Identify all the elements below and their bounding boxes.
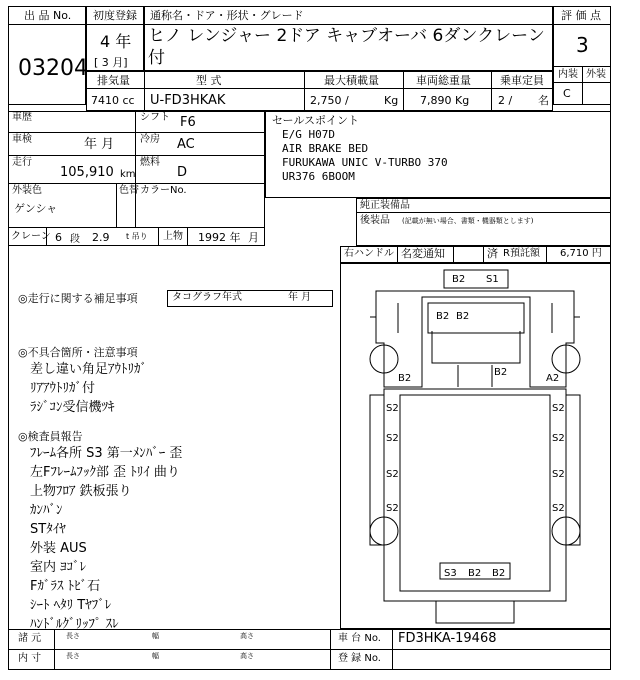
genuine-equipment-label: 純正装備品	[360, 200, 410, 211]
displacement-value: 7410 cc	[91, 94, 135, 107]
mileage-label: 走行	[12, 157, 32, 168]
recycle-deposit-label: R預託額	[503, 248, 540, 259]
color-change-label: 色替	[119, 185, 139, 196]
driving-notes-label: ◎走行に関する補足事項	[18, 292, 138, 305]
damage-mark: S2	[386, 433, 399, 444]
max-load-unit: Kg	[384, 94, 399, 107]
dimensions-label: 諸 元	[18, 633, 42, 644]
sales-point-line: UR376 6BOOM	[282, 170, 355, 183]
crane-tons: 2.9	[92, 231, 110, 244]
first-reg-month: [ 3 月]	[94, 56, 128, 69]
damage-mark: S1	[486, 274, 499, 285]
grade-label: 評 価 点	[561, 9, 601, 22]
damage-mark: S2	[552, 433, 565, 444]
model-label: 型 式	[196, 74, 222, 87]
width-label: 幅	[152, 652, 159, 660]
defect-line: 差し違い角足ｱｳﾄﾘｶﾞ	[30, 362, 148, 377]
damage-mark: B2	[494, 367, 508, 378]
damage-mark: S2	[386, 503, 399, 514]
truck-diagram	[340, 263, 611, 629]
defect-line: ﾘｱｱｳﾄﾘｶﾞ付	[30, 381, 96, 396]
color-label: 外装色	[12, 185, 42, 196]
inspector-report-label: ◎検査員報告	[18, 430, 83, 443]
inspector-line: Fｶﾞﾗｽ ﾄﾋﾞ石	[30, 579, 101, 594]
damage-mark: B2	[468, 568, 482, 579]
sales-point-line: FURUKAWA UNIC V-TURBO 370	[282, 156, 448, 169]
vehicle-name-label: 通称名・ドア・形状・グレード	[150, 9, 304, 22]
damage-mark: B2	[436, 311, 450, 322]
tachograph-label: タコグラフ年式	[172, 292, 242, 303]
grade-value: 3	[576, 33, 589, 57]
damage-mark: B2	[492, 568, 506, 579]
displacement-label: 排気量	[97, 74, 130, 87]
vehicle-name-line2: 付	[148, 48, 165, 68]
sales-point-line: E/G H07D	[282, 128, 335, 141]
inspector-line: 室内 ﾖｺﾞﾚ	[30, 560, 87, 575]
crane-stages: 6	[55, 231, 62, 244]
gross-weight-label: 車両総重量	[416, 74, 471, 87]
defect-line: ﾗｼﾞｺﾝ受信機ﾂｷ	[30, 400, 115, 415]
height-label: 高さ	[240, 652, 254, 660]
damage-mark: S2	[386, 403, 399, 414]
chassis-label: 車 台 No.	[338, 633, 381, 644]
max-load-value: 2,750 /	[310, 94, 349, 107]
sales-points-label: セールスポイント	[272, 114, 360, 127]
first-reg-year: 4 年	[100, 32, 132, 51]
shift-label: シフト	[140, 112, 170, 123]
capacity-unit: 名	[538, 94, 549, 107]
damage-mark: S2	[552, 469, 565, 480]
inspection-value: 年 月	[84, 137, 115, 152]
max-load-label: 最大積載量	[324, 74, 379, 87]
inspector-line: ｶﾝﾊﾞﾝ	[30, 503, 63, 518]
interior-grade-value: C	[563, 87, 571, 100]
capacity-value: 2 /	[498, 94, 513, 107]
shift-value: F6	[180, 115, 196, 130]
inspector-line: ｼｰﾄ ﾍﾀﾘ Tﾔﾌﾞﾚ	[30, 598, 112, 613]
mileage-value: 105,910	[60, 165, 114, 180]
gross-weight-value: 7,890 Kg	[420, 94, 470, 107]
tachograph-value: 年 月	[288, 292, 312, 303]
crane-tons-unit: t 吊り	[126, 232, 148, 241]
capacity-label: 乗車定員	[500, 74, 544, 87]
damage-mark: S2	[552, 403, 565, 414]
name-change-label: 名変通知	[401, 247, 445, 260]
aircon-label: 冷房	[140, 134, 160, 145]
inspector-line: ﾌﾚｰﾑ各所 S3 第一ﾒﾝﾊﾞｰ 歪	[30, 446, 183, 461]
history-label: 車歴	[12, 112, 32, 123]
crane-stages-unit: 段	[70, 234, 80, 245]
aircon-value: AC	[177, 137, 195, 152]
inspector-line: STﾀｲﾔ	[30, 522, 66, 537]
damage-mark: S3	[444, 568, 457, 579]
model-value: U-FD3HKAK	[150, 93, 226, 108]
color-value: ゲンシャ	[14, 202, 58, 215]
inspector-line: ﾊﾝﾄﾞﾙｸﾞﾘｯﾌﾟ ｽﾚ	[30, 617, 119, 632]
upper-label: 上物	[163, 231, 183, 242]
registration-label: 登 録 No.	[338, 653, 381, 664]
interior-grade-label: 内装	[558, 69, 578, 80]
damage-mark: B2	[452, 274, 466, 285]
defects-label: ◎不具合箇所・注意事項	[18, 346, 138, 359]
exterior-grade-label: 外装	[586, 69, 606, 80]
damage-mark: B2	[456, 311, 470, 322]
inspector-line: 外装 AUS	[30, 541, 87, 556]
damage-mark: A2	[546, 373, 560, 384]
inspector-line: 上物ﾌﾛｱ 鉄板張り	[30, 484, 132, 499]
inspection-label: 車検	[12, 134, 32, 145]
damage-mark: S2	[386, 469, 399, 480]
crane-label: クレーン	[11, 231, 51, 242]
chassis-number: FD3HKA-19468	[398, 631, 497, 646]
lot-number: 03204	[18, 56, 88, 81]
recycle-deposit-value: 6,710 円	[560, 248, 602, 259]
aftermarket-note: (記載が無い場合、書類・機器類とします)	[402, 217, 534, 225]
length-label: 長さ	[66, 632, 80, 640]
inspector-line: 左Fﾌﾚｰﾑﾌｯｸ部 歪 ﾄﾘｲ 曲り	[30, 465, 180, 480]
sales-point-line: AIR BRAKE BED	[282, 142, 369, 155]
vehicle-name: ヒノ レンジャー 2ドア キャブオーバ 6ダンクレーン	[148, 26, 545, 46]
damage-mark: B2	[398, 373, 412, 384]
color-code-label: カラーNo.	[140, 185, 187, 196]
rhd-label: 右ハンドル	[344, 248, 394, 259]
damage-mark: S2	[552, 503, 565, 514]
rust-label: 済	[487, 247, 498, 260]
length-label: 長さ	[66, 652, 80, 660]
first-reg-label: 初度登録	[93, 9, 137, 22]
fuel-value: D	[177, 165, 188, 180]
height-label: 高さ	[240, 632, 254, 640]
upper-month: 月	[248, 231, 259, 244]
width-label: 幅	[152, 632, 159, 640]
interior-dimensions-label: 内 寸	[18, 653, 42, 664]
fuel-label: 燃料	[140, 157, 160, 168]
lot-label: 出 品 No.	[24, 9, 72, 22]
mileage-unit: km	[120, 169, 136, 180]
upper-year: 1992 年	[198, 231, 241, 244]
aftermarket-label: 後装品	[360, 215, 390, 226]
